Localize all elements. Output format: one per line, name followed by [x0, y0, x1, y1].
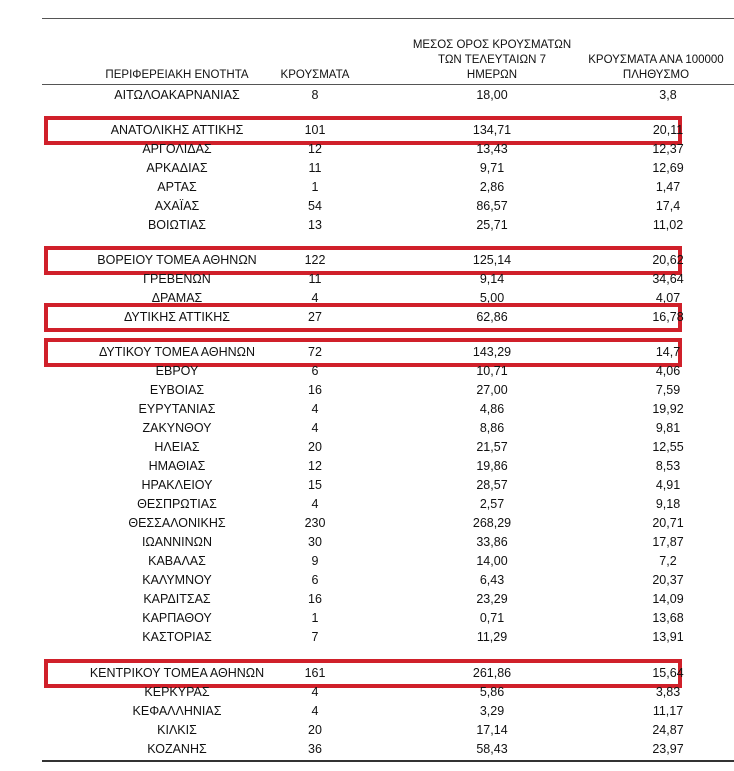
avg7-cell: 33,86	[476, 535, 508, 549]
region-cell: ΑΧΑΪΑΣ	[154, 199, 200, 213]
region-cell: ΔΥΤΙΚΟΥ ΤΟΜΕΑ ΑΘΗΝΩΝ	[98, 345, 256, 359]
table-row	[42, 343, 734, 362]
per100k-cell: 7,59	[655, 383, 681, 397]
avg7-cell: 5,86	[479, 685, 505, 699]
cases-cell: 6	[311, 364, 319, 378]
avg7-cell: 4,86	[479, 402, 505, 416]
region-cell: ΗΜΑΘΙΑΣ	[148, 459, 206, 473]
cases-cell: 36	[308, 742, 322, 756]
header-rule	[42, 84, 734, 85]
table-row	[42, 495, 734, 514]
region-cell: ΑΡΤΑΣ	[157, 180, 197, 194]
cases-cell: 230	[304, 516, 326, 530]
per100k-cell: 19,92	[652, 402, 684, 416]
cases-cell: 20	[308, 440, 322, 454]
header-per100k-line2: ΠΛΗΘΥΣΜΟ	[622, 69, 690, 81]
per100k-cell: 12,69	[652, 161, 684, 175]
region-cell: ΑΝΑΤΟΛΙΚΗΣ ΑΤΤΙΚΗΣ	[110, 123, 244, 137]
cases-cell: 27	[308, 310, 322, 324]
table-row	[42, 721, 734, 740]
cases-cell: 8	[311, 88, 319, 102]
per100k-cell: 4,91	[655, 478, 681, 492]
region-cell: ΙΩΑΝΝΙΝΩΝ	[141, 535, 213, 549]
region-cell: ΚΕΡΚΥΡΑΣ	[144, 685, 210, 699]
table-row	[42, 664, 734, 683]
avg7-cell: 23,29	[476, 592, 508, 606]
avg7-cell: 13,43	[476, 142, 508, 156]
region-cell: ΚΑΡΔΙΤΣΑΣ	[143, 592, 211, 606]
avg7-cell: 27,00	[476, 383, 508, 397]
table-row	[42, 571, 734, 590]
region-cell: ΚΑΣΤΟΡΙΑΣ	[142, 630, 212, 644]
per100k-cell: 1,47	[655, 180, 681, 194]
per100k-cell: 9,81	[655, 421, 681, 435]
header-cases: ΚΡΟΥΣΜΑΤΑ	[280, 69, 350, 81]
per100k-cell: 24,87	[652, 723, 684, 737]
per100k-cell: 15,64	[652, 666, 684, 680]
region-cell: ΓΡΕΒΕΝΩΝ	[143, 272, 211, 286]
per100k-cell: 17,87	[652, 535, 684, 549]
region-cell: ΒΟΙΩΤΙΑΣ	[147, 218, 207, 232]
cases-cell: 101	[304, 123, 326, 137]
avg7-cell: 5,00	[479, 291, 505, 305]
table-row	[42, 628, 734, 647]
region-cell: ΘΕΣΣΑΛΟΝΙΚΗΣ	[128, 516, 226, 530]
per100k-cell: 9,18	[655, 497, 681, 511]
table-row	[42, 362, 734, 381]
cases-cell: 4	[311, 497, 319, 511]
avg7-cell: 86,57	[476, 199, 508, 213]
cases-cell: 4	[311, 704, 319, 718]
avg7-cell: 21,57	[476, 440, 508, 454]
cases-cell: 4	[311, 402, 319, 416]
table-row	[42, 251, 734, 270]
per100k-cell: 12,55	[652, 440, 684, 454]
table-row	[42, 308, 734, 327]
region-cell: ΕΒΡΟΥ	[155, 364, 199, 378]
header-avg-line2: ΤΩΝ ΤΕΛΕΥΤΑΙΩΝ 7	[438, 54, 546, 66]
per100k-cell: 4,06	[655, 364, 681, 378]
cases-cell: 7	[311, 630, 319, 644]
table-row	[42, 159, 734, 178]
cases-cell: 11	[308, 272, 322, 286]
avg7-cell: 28,57	[476, 478, 508, 492]
per100k-cell: 16,78	[652, 310, 684, 324]
cases-cell: 72	[308, 345, 322, 359]
top-rule	[42, 18, 734, 19]
region-cell: ΚΟΖΑΝΗΣ	[147, 742, 207, 756]
region-cell: ΗΛΕΙΑΣ	[154, 440, 200, 454]
cases-cell: 12	[308, 459, 322, 473]
cases-cell: 4	[311, 685, 319, 699]
table-row	[42, 381, 734, 400]
bottom-rule	[42, 760, 734, 762]
table-row	[42, 514, 734, 533]
avg7-cell: 125,14	[472, 253, 512, 267]
cases-cell: 20	[308, 723, 322, 737]
cases-cell: 4	[311, 421, 319, 435]
region-cell: ΚΕΝΤΡΙΚΟΥ ΤΟΜΕΑ ΑΘΗΝΩΝ	[89, 666, 265, 680]
region-cell: ΑΡΚΑΔΙΑΣ	[146, 161, 208, 175]
avg7-cell: 18,00	[476, 88, 508, 102]
cases-cell: 16	[308, 383, 322, 397]
avg7-cell: 58,43	[476, 742, 508, 756]
region-cell: ΑΡΓΟΛΙΔΑΣ	[142, 142, 212, 156]
avg7-cell: 2,86	[479, 180, 505, 194]
per100k-cell: 20,62	[652, 253, 684, 267]
per100k-cell: 13,91	[652, 630, 684, 644]
avg7-cell: 143,29	[472, 345, 512, 359]
per100k-cell: 11,02	[652, 218, 684, 232]
header-per100k-line1: ΚΡΟΥΣΜΑΤΑ ΑΝΑ 100000	[588, 54, 724, 66]
cases-cell: 54	[308, 199, 322, 213]
avg7-cell: 9,71	[479, 161, 505, 175]
table-row	[42, 590, 734, 609]
table-row	[42, 457, 734, 476]
per100k-cell: 23,97	[652, 742, 684, 756]
table-row	[42, 702, 734, 721]
avg7-cell: 10,71	[476, 364, 508, 378]
table-row	[42, 609, 734, 628]
region-cell: ΑΙΤΩΛΟΑΚΑΡΝΑΝΙΑΣ	[114, 88, 240, 102]
cases-cell: 13	[308, 218, 322, 232]
avg7-cell: 9,14	[479, 272, 505, 286]
table-row	[42, 533, 734, 552]
avg7-cell: 14,00	[476, 554, 508, 568]
per100k-cell: 17,4	[655, 199, 681, 213]
region-cell: ΖΑΚΥΝΘΟΥ	[142, 421, 212, 435]
cases-cell: 1	[311, 611, 319, 625]
region-cell: ΘΕΣΠΡΩΤΙΑΣ	[137, 497, 217, 511]
per100k-cell: 7,2	[659, 554, 677, 568]
region-cell: ΒΟΡΕΙΟΥ ΤΟΜΕΑ ΑΘΗΝΩΝ	[97, 253, 257, 267]
per100k-cell: 20,11	[652, 123, 684, 137]
header-avg-line3: ΗΜΕΡΩΝ	[466, 69, 518, 81]
region-cell: ΕΥΒΟΙΑΣ	[149, 383, 205, 397]
per100k-cell: 20,37	[652, 573, 684, 587]
per100k-cell: 14,7	[655, 345, 681, 359]
region-cell: ΚΑΒΑΛΑΣ	[148, 554, 206, 568]
table-row	[42, 419, 734, 438]
cases-cell: 12	[308, 142, 322, 156]
region-cell: ΚΑΡΠΑΘΟΥ	[142, 611, 212, 625]
table-row	[42, 216, 734, 235]
per100k-cell: 8,53	[655, 459, 681, 473]
table-row	[42, 400, 734, 419]
table-row	[42, 86, 734, 105]
region-cell: ΚΕΦΑΛΛΗΝΙΑΣ	[132, 704, 222, 718]
table-row	[42, 270, 734, 289]
region-cell: ΔΥΤΙΚΗΣ ΑΤΤΙΚΗΣ	[124, 310, 230, 324]
table-row	[42, 197, 734, 216]
avg7-cell: 25,71	[476, 218, 508, 232]
region-cell: ΔΡΑΜΑΣ	[151, 291, 203, 305]
cases-cell: 122	[304, 253, 326, 267]
table-row	[42, 740, 734, 759]
avg7-cell: 0,71	[479, 611, 505, 625]
region-cell: ΚΙΛΚΙΣ	[157, 723, 197, 737]
table-row	[42, 476, 734, 495]
avg7-cell: 19,86	[476, 459, 508, 473]
per100k-cell: 13,68	[652, 611, 684, 625]
table-row	[42, 140, 734, 159]
per100k-cell: 20,71	[652, 516, 684, 530]
cases-cell: 15	[308, 478, 322, 492]
cases-cell: 16	[308, 592, 322, 606]
avg7-cell: 8,86	[479, 421, 505, 435]
avg7-cell: 2,57	[479, 497, 505, 511]
avg7-cell: 134,71	[472, 123, 512, 137]
table-row	[42, 121, 734, 140]
cases-cell: 6	[311, 573, 319, 587]
per100k-cell: 11,17	[652, 704, 684, 718]
cases-cell: 161	[304, 666, 326, 680]
table-row	[42, 438, 734, 457]
region-cell: ΕΥΡΥΤΑΝΙΑΣ	[138, 402, 216, 416]
cases-cell: 11	[308, 161, 322, 175]
avg7-cell: 268,29	[472, 516, 512, 530]
region-cell: ΗΡΑΚΛΕΙΟΥ	[141, 478, 213, 492]
cases-cell: 9	[311, 554, 319, 568]
table-row	[42, 178, 734, 197]
avg7-cell: 6,43	[479, 573, 505, 587]
cases-cell: 30	[308, 535, 322, 549]
header-region: ΠΕΡΙΦΕΡΕΙΑΚΗ ΕΝΟΤΗΤΑ	[105, 69, 249, 81]
per100k-cell: 12,37	[652, 142, 684, 156]
table-row	[42, 552, 734, 571]
avg7-cell: 62,86	[476, 310, 508, 324]
per100k-cell: 3,83	[655, 685, 681, 699]
per100k-cell: 14,09	[652, 592, 684, 606]
avg7-cell: 3,29	[479, 704, 505, 718]
per100k-cell: 4,07	[655, 291, 681, 305]
cases-cell: 1	[311, 180, 319, 194]
avg7-cell: 11,29	[476, 630, 508, 644]
per100k-cell: 34,64	[652, 272, 684, 286]
avg7-cell: 17,14	[476, 723, 508, 737]
header-avg-line1: ΜΕΣΟΣ ΟΡΟΣ ΚΡΟΥΣΜΑΤΩΝ	[412, 39, 572, 51]
table-row	[42, 683, 734, 702]
region-cell: ΚΑΛΥΜΝΟΥ	[142, 573, 212, 587]
avg7-cell: 261,86	[472, 666, 512, 680]
per100k-cell: 3,8	[659, 88, 677, 102]
cases-cell: 4	[311, 291, 319, 305]
